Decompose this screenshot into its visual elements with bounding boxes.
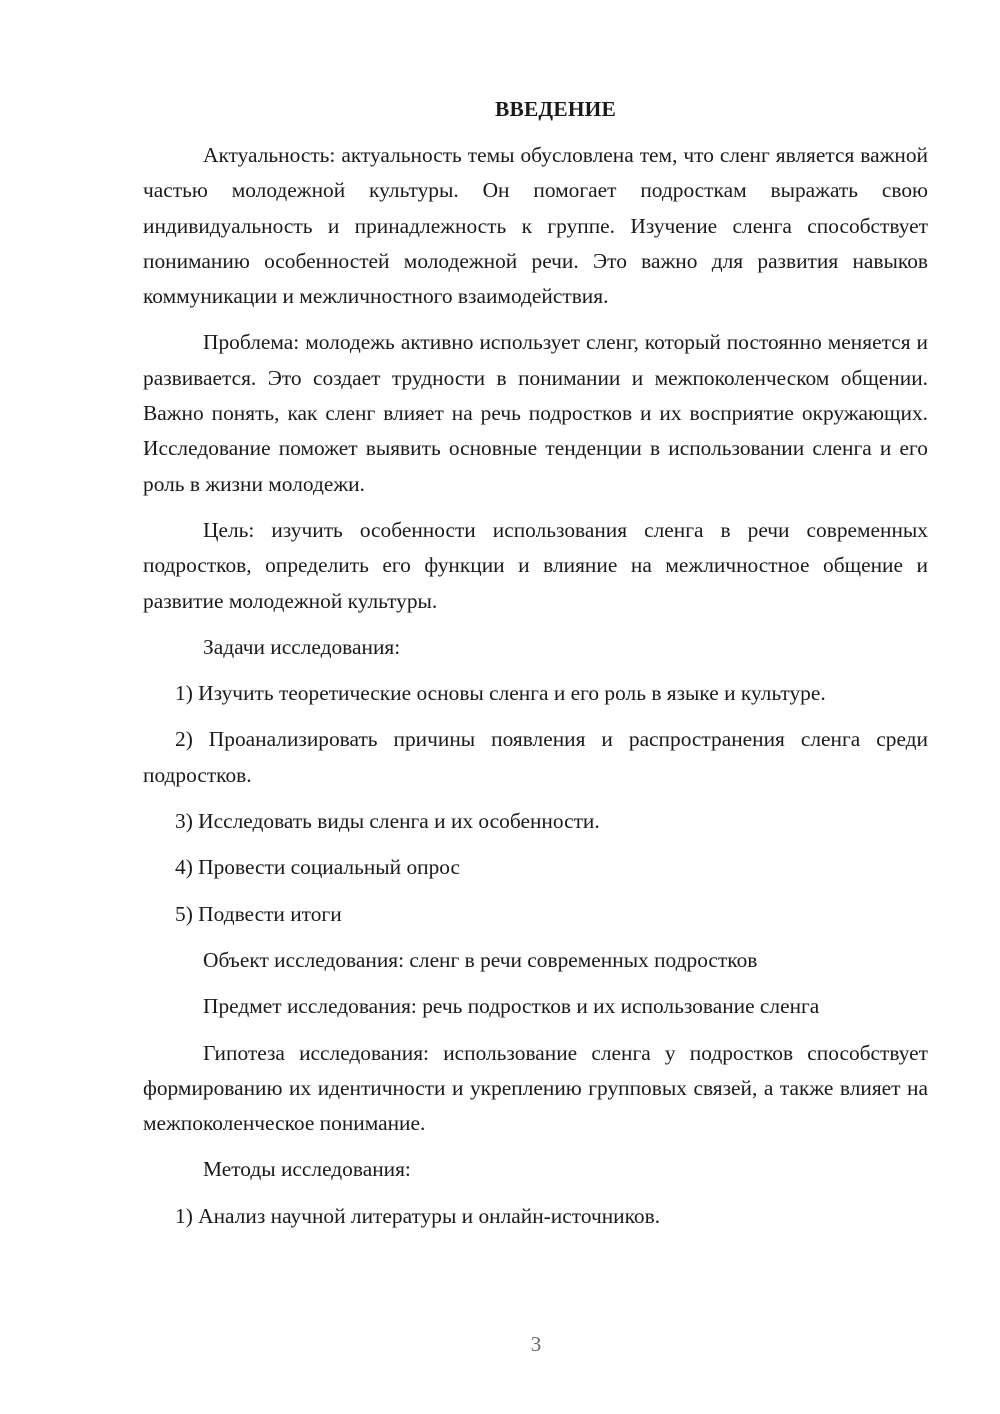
task-item-1: 1) Изучить теоретические основы сленга и его роль в языке и культуре. xyxy=(175,681,826,706)
research-object: Объект исследования: сленг в речи современных подростков xyxy=(203,947,758,972)
task-item-2: 2) Проанализировать причины появления и распространения сленга среди подростков. xyxy=(143,727,928,787)
page-content xyxy=(143,92,928,1245)
tasks-title: Задачи исследования: xyxy=(203,634,401,659)
method-item-1: 1) Анализ научной литературы и онлайн-источников. xyxy=(175,1203,661,1228)
research-subject: Предмет исследования: речь подростков и их использование сленга xyxy=(203,994,820,1019)
task-item-3: 3) Исследовать виды сленга и их особенности. xyxy=(175,809,600,834)
paragraph-relevance: Актуальность: актуальность темы обусловлена тем, что сленг является важной частью молодежной культуры. Он помогает подросткам выражать свою индивидуальность и принадлежность к группе. Изучение сленга способствует пониманию особенностей молодежной речи. Это важно для развития навыков коммуникации и межличностного взаимодействия. xyxy=(143,143,928,309)
methods-title: Методы исследования: xyxy=(203,1157,411,1182)
paragraph-goal: Цель: изучить особенности использования сленга в речи современных подростков, определить его функции и влияние на межличностное общение и развитие молодежной культуры. xyxy=(143,517,928,613)
page-number: 3 xyxy=(530,1332,542,1356)
section-heading: ВВЕДЕНИЕ xyxy=(495,97,616,121)
task-item-5: 5) Подвести итоги xyxy=(175,901,342,926)
paragraph-problem: Проблема: молодежь активно использует сленг, который постоянно меняется и развивается. Это создает трудности в понимании и межпоколенческом общении. Важно понять, как сленг влияет на речь подростков и их восприятие окружающих. Исследование поможет выявить основные тенденции в использовании сленга и его роль в жизни молодежи. xyxy=(143,330,928,496)
task-item-4: 4) Провести социальный опрос xyxy=(175,855,461,880)
research-hypothesis: Гипотеза исследования: использование сленга у подростков способствует формированию их идентичности и укреплению групповых связей, а также влияет на межпоколенческое понимание. xyxy=(143,1040,928,1136)
